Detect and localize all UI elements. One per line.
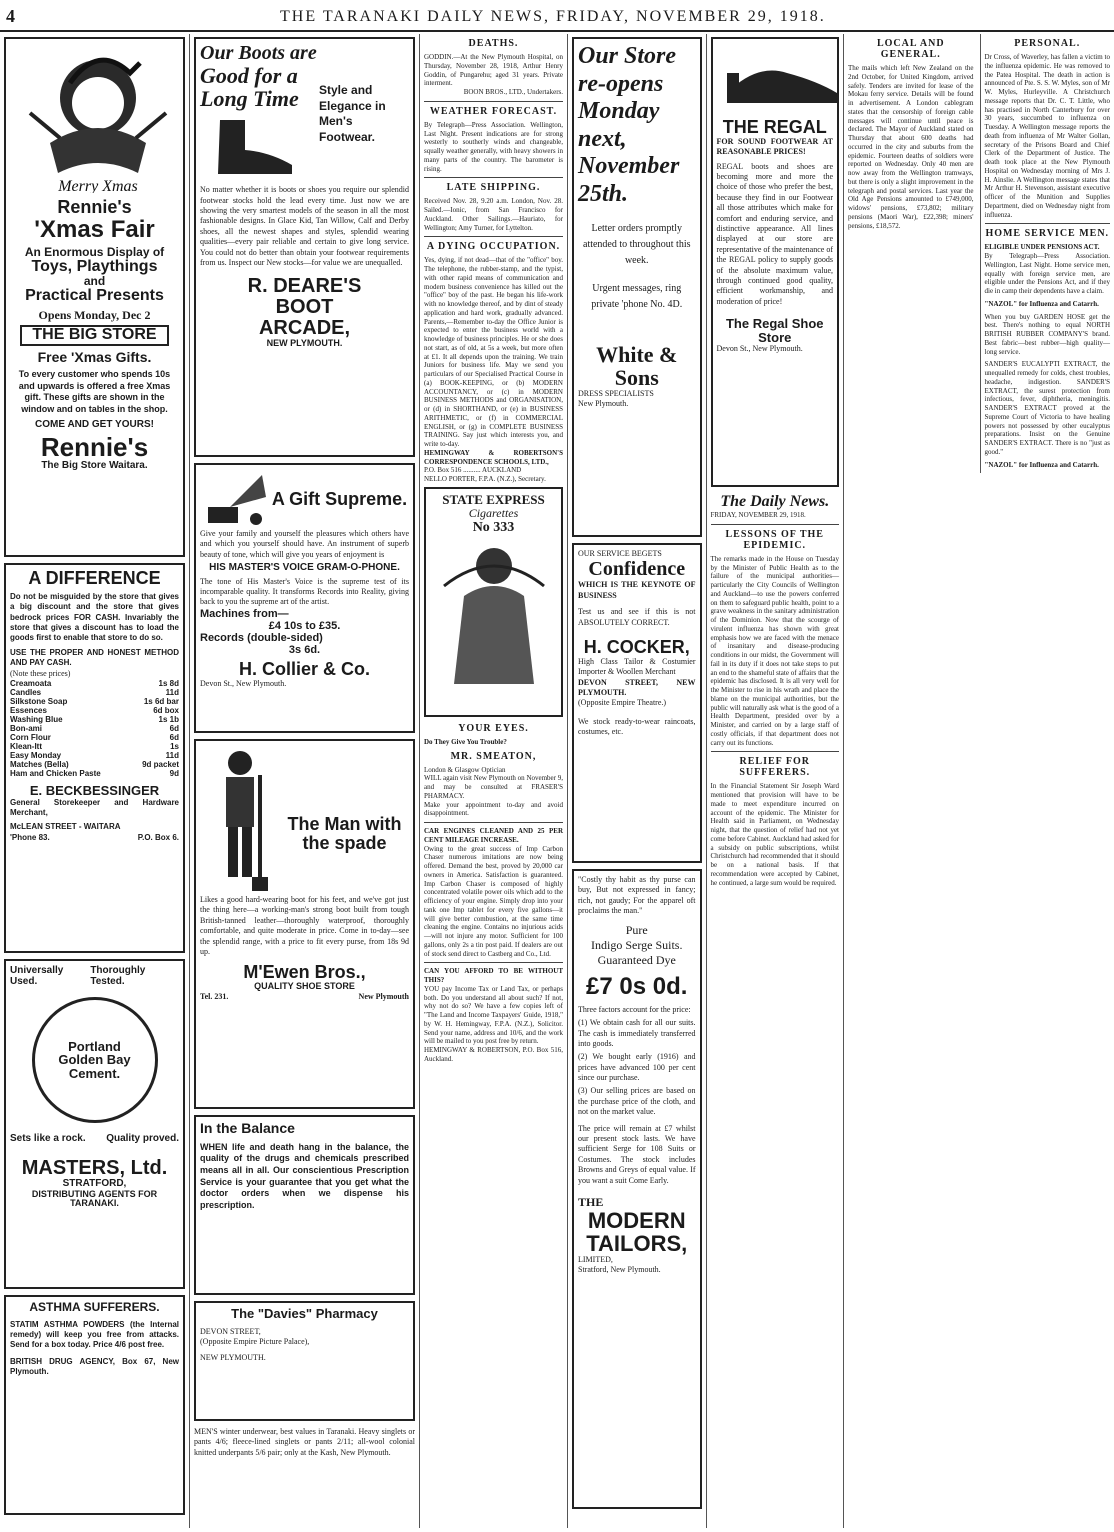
rennies-title2: 'Xmas Fair (34, 215, 155, 243)
davies-sub2: (Opposite Empire Picture Palace), (200, 1337, 310, 1347)
gift-records: Records (double-sided) (200, 631, 323, 644)
column-3 (420, 34, 568, 1528)
price-value: 1s 6d bar (143, 697, 179, 707)
price-row (10, 769, 179, 778)
eyes-sub: Do They Give You Trouble? (424, 737, 507, 746)
store-title1: Our Store (578, 43, 677, 69)
price-item: Klean-Itt (10, 742, 42, 752)
deare-name2: BOOT (275, 296, 334, 319)
occupation-box: P.O. Box 516 .......... AUCKLAND (424, 466, 522, 475)
white-sons-name: White & Sons (596, 341, 678, 390)
deare-boot-ad (194, 37, 415, 457)
deaths-undertaker: BOON BROS., LTD., Undertakers. (463, 88, 563, 96)
eyes-name: MR. SMEATON, (450, 750, 537, 762)
modern-quote: "Costly thy habit as thy purse can buy, But not expressed in fancy; rich, not gaudy; For the apparel oft proclaims the man." (578, 875, 696, 916)
price-item: Bon-ami (10, 724, 42, 734)
tax-body: YOU pay Income Tax or Land Tax, or perhaps both. Do you understand all about such? If not, why not do so? We have a few copies left of "The Land and Income Taxpayers' Guide, 1918," by W. H. Hemingway, F.P.A. (N.Z.), Solicitor. Send your name, address and 10/6, and the work will be mailed to you post free by return. (424, 984, 563, 1046)
tax-title: CAN YOU AFFORD TO BE WITHOUT THIS? (424, 967, 563, 984)
mewen-name: M'Ewen Bros., (243, 962, 366, 983)
mewen-contacts (200, 992, 409, 1001)
local-title: LOCAL AND GENERAL. (876, 38, 945, 60)
gift-header (200, 469, 409, 529)
price-item: Silkstone Soap (10, 697, 68, 707)
weather-body: By Telegraph—Press Association. Wellington, Last Night. Present indications are for strong westerly to southerly winds and changeable, squally weather generally, with heavy showers in many parts of the country. The barometer is rising. (424, 120, 563, 173)
store-title4: next, (578, 125, 627, 152)
cement-left: Universally Used. (10, 965, 64, 987)
gift-title: A Gift Supreme. (271, 488, 408, 509)
collier-ad (194, 463, 415, 733)
cement-top (10, 965, 179, 987)
gift-body: Give your family and yourself the pleasures which others have and which you yourself should have. An instrument of superb beauty of tone, which will give you years of enjoyment is (200, 529, 409, 559)
shipping-body: Received Nov. 28, 9.20 a.m. London, Nov. 28. Sailed.—Ionic, from San Francisco for Auckland. Other Sailings.—Hauriato, for Wellington; Amy Turner, for Lyttelton. (424, 197, 563, 232)
eyes-firm: London & Glasgow Optician (424, 765, 506, 774)
regal-sub: FOR SOUND FOOTWEAR AT REASONABLE PRICES! (716, 136, 833, 157)
regal-title: THE REGAL (722, 117, 827, 137)
davies-town: NEW PLYMOUTH. (200, 1353, 266, 1363)
modern-f3: (3) Our selling prices are based on the purchase price of the cloth, and not on the market value. (578, 1086, 696, 1117)
asthma-ad (4, 1295, 185, 1515)
cocker-opp: (Opposite Empire Theatre.) (578, 698, 667, 708)
regal-address: Devon St., New Plymouth. (716, 344, 803, 354)
modern-the: THE (578, 1195, 604, 1209)
workman-illustration (200, 745, 280, 895)
spade-title1: The Man with (287, 814, 402, 834)
cocker-name: H. COCKER, (583, 636, 690, 657)
column-5-split (848, 34, 1110, 473)
modern-guar: Guaranteed Dye (597, 952, 676, 967)
cocker-intro: OUR SERVICE BEGETS (578, 549, 662, 558)
cocker-stock: We stock ready-to-wear raincoats, costumes, etc. (578, 716, 696, 737)
difference-body: Do not be misguided by the store that gives a big discount and the store that gives bedrock prices FOR CASH. Invariably the store that gives a discount has to load the goods first to enable that store to do so. (10, 591, 179, 643)
collier-name: H. Collier & Co. (238, 658, 370, 679)
masthead-title: THE TARANAKI DAILY NEWS, FRIDAY, NOVEMBER 29, 1918. (280, 8, 826, 25)
modern-tailors-ad (572, 869, 702, 1509)
state-express-number: No 333 (472, 520, 515, 536)
price-value: 1s (170, 742, 179, 752)
santa-caption: Merry Xmas (58, 178, 138, 193)
price-row (10, 760, 179, 769)
rennies-free-gifts: Free 'Xmas Gifts. (37, 349, 152, 366)
cocker-title: Confidence (588, 558, 686, 581)
column-4a (568, 34, 706, 1528)
price-value: 9d packet (142, 760, 179, 770)
state-express-sub: Cigarettes (468, 506, 519, 521)
difference-title: A DIFFERENCE (28, 568, 161, 588)
occupation-school: HEMINGWAY & ROBERTSON'S CORRESPONDENCE SCHOOLS, LTD., (424, 448, 563, 466)
state-express-brand: STATE EXPRESS (442, 491, 545, 507)
white-sons-ad (572, 37, 702, 537)
regal-name: The Regal Shoe Store (725, 316, 824, 345)
price-value: 1s 1b (158, 715, 179, 725)
personal-section (980, 34, 1111, 473)
gift-records-price: 3s 6d. (288, 643, 321, 656)
price-item: Ham and Chicken Paste (10, 769, 101, 779)
price-item: Candles (10, 688, 42, 698)
asthma-footer: BRITISH DRUG AGENCY, Box 67, New Plymouth. (10, 1356, 179, 1377)
price-value: 6d (169, 724, 179, 734)
modern-name1: MODERN (587, 1207, 686, 1233)
home-body: By Telegraph—Press Association. Wellington, Last Night. Home service men, equally with foreign service men, are eligible under the Pensions Act, and if they die in camp their dependents have a claim. (984, 252, 1110, 295)
merchant-name: E. BECKBESSINGER (29, 783, 160, 799)
car-body: Owing to the great success of Imp Carbon Chaser numerous imitations are now being offered. Demand the best, proved by 20,000 car owners in America. Satisfaction is guaranteed. Imp Carbon Chaser is composed of highly concentrated volatile power oils which add to the efficiency of your engine. Simply drop into your tank one Imp tablet for every five gallons—it will give better combustion, at the same time cleaning the engine. Contains no injurious acids—will not injure any motor. Sufficient for 100 gallons, only 2s a tin post paid. If dealers are out of stock send direct to Castberg and Co., Ltd. (424, 844, 563, 958)
store-urgent: Urgent messages, ring private 'phone No. 4D. (591, 282, 683, 310)
cement-right: Thoroughly Tested. (90, 965, 146, 987)
white-sons-sub: DRESS SPECIALISTS (578, 388, 654, 398)
price-row (10, 715, 179, 724)
cocker-test: Test us and see if this is not ABSOLUTELY CORRECT. (578, 607, 696, 627)
price-row (10, 751, 179, 760)
spade-title2: the spade (302, 832, 387, 853)
cement-name2: Golden Bay (58, 1052, 131, 1068)
gift-machines-price: £4 10s to £35. (268, 619, 341, 632)
home-sub: ELIGIBLE UNDER PENSIONS ACT. (984, 243, 1100, 252)
price-value: 11d (165, 751, 179, 761)
mewen-town: New Plymouth (358, 991, 409, 1001)
price-row (10, 697, 179, 706)
price-value: 1s 8d (158, 679, 179, 689)
boots-title1: Our Boots are (200, 42, 317, 64)
price-list (10, 679, 179, 778)
balance-title: In the Balance (200, 1120, 295, 1136)
boot-icon (200, 110, 300, 180)
column-4b (706, 34, 844, 1528)
tax-footer: HEMINGWAY & ROBERTSON, P.O. Box 516, Auckland. (424, 1046, 563, 1063)
gramophone-icon (200, 469, 270, 529)
store-title3: Monday (578, 98, 660, 125)
column-4-split (568, 34, 843, 1528)
modern-f2: (2) We bought early (1916) and prices have advanced 100 per cent since our purchase. (578, 1052, 696, 1083)
sanders-ad: SANDER'S EUCALYPTI EXTRACT, the unequalled remedy for colds, chest troubles, headache, indigestion. SANDER'S EXTRACT, the surest protection from infectious, fever, diphtheria, meningitis. SANDER'S EXTRACT proved at the Supreme Court of Victoria to have healing powers not possessed by other eucalyptus preparations. Insist on the Genuine SANDER'S EXTRACT. There is no "just as good." (984, 360, 1110, 456)
eyes-body: WILL again visit New Plymouth on November 9, and may be consulted at FRASER'S PHARMACY. (424, 774, 563, 800)
modern-price: £7 0s 0d. (586, 972, 688, 1000)
boots-title2: Good for a (200, 63, 298, 88)
price-value: 6d (169, 733, 179, 743)
boots-style: Style and Elegance in Men's Footwear. (319, 83, 386, 144)
price-item: Corn Flour (10, 733, 51, 743)
davies-sub: DEVON STREET, (200, 1326, 261, 1336)
boots-title3: Long Time (200, 86, 299, 112)
masthead (0, 0, 1114, 32)
rennies-sub1: An Enormous Display of (24, 245, 165, 260)
masters-agents: DISTRIBUTING AGENTS FOR TARANAKI. (31, 1188, 158, 1208)
occupation-title: A DYING OCCUPATION. (426, 241, 561, 253)
cocker-ad (572, 543, 702, 863)
mewen-sub: QUALITY SHOE STORE (254, 981, 355, 992)
nazol-note-2: "NAZOL" for Influenza and Catarrh. (984, 460, 1099, 469)
cocker-keynote: WHICH IS THE KEYNOTE OF BUSINESS (578, 580, 696, 600)
deare-name3: ARCADE, (258, 317, 351, 340)
price-row (10, 724, 179, 733)
spade-body: Likes a good hard-wearing boot for his feet, and we've got just the thing here—a working-man's strong boot built from tough British-tanned leather—thoroughly waterproof, thoroughly comfortable, and quite moderate in price. Come in to-day—see the splendid range, with a price to fit every purse, from 18s 9d up. (200, 895, 409, 956)
price-item: Creamoata (10, 679, 52, 689)
column-1 (0, 34, 190, 1528)
price-value: 9d (169, 769, 179, 779)
eyes-note: Make your appointment to-day and avoid disappointment. (424, 800, 563, 818)
price-row (10, 688, 179, 697)
price-row (10, 733, 179, 742)
cement-quality: Quality proved. (106, 1133, 179, 1144)
relief-title: RELIEF FOR SUFFERERS. (739, 756, 811, 779)
leader-body: The remarks made in the House on Tuesday by the Minister of Public Health as to the failure of the municipal authorities—particularly the City Councils of Wellington and Auckland—to use the powers conferred on them to safeguard public health, point to a grave weakness in the sanitary administration of the Dominion. Now that the scourge of virulent influenza has shown with great emphasis how we are faced with the menace of insanitary and disease-producing conditions in our midst, the Government will fail in its duty if it does not take steps to put an end to the shameful state of affairs that the epidemic has disclosed. It is all very well for the Minister to rise in his wrath and place the blame on the municipal authorities, but the public will naturally ask what is the good of a Health Department, presided over by a Minister, and carried on by a large staff of costly officials, if that department does not carry out its functions. (710, 554, 839, 747)
eyes-title: YOUR EYES. (458, 722, 529, 734)
modern-f1: (1) We obtain cash for all our suits. The cash is immediately transferred into goods. (578, 1018, 696, 1048)
state-express-ad (424, 487, 563, 717)
price-item: Easy Monday (10, 751, 62, 761)
lady-illustration (434, 536, 554, 686)
column-5 (844, 34, 1114, 1528)
shipping-title: LATE SHIPPING. (446, 182, 541, 194)
deare-town: NEW PLYMOUTH. (266, 338, 343, 349)
asthma-body: STATIM ASTHMA POWDERS (the Internal remedy) will keep you free from attacks. Send for a box today. Price 4/6 post free. (10, 1319, 179, 1350)
big-store-logo: THE BIG STORE (20, 325, 169, 346)
relief-body: In the Financial Statement Sir Joseph Ward mentioned that provision will have to be made to meet expenditure incurred on account of the epidemic. The Minister for Health said in Parliament, on Wednesday night, that the question of relief had not yet come before Cabinet. Auckland had asked for a subsidy on public subscriptions, whilst Christchurch had recommended that it should be on a national basis. If that recommendation were accepted by Cabinet, he continued, a large sum would be required. (710, 782, 839, 887)
asthma-title: ASTHMA SUFFERERS. (29, 1300, 160, 1314)
garden-hose-ad: When you buy GARDEN HOSE get the best. There's nothing to equal NORTH BRITISH RUBBER COMPANY'S brand. Best fabric—best rubber—high quality—long service. (984, 312, 1110, 356)
rennies-name: Rennie's (40, 432, 149, 463)
local-general (848, 34, 974, 473)
balance-ad (194, 1115, 415, 1295)
shoe-icon (717, 43, 840, 113)
modern-ltd: LIMITED, (578, 1254, 613, 1264)
mewen-tel: Tel. 231. (200, 991, 229, 1001)
price-item: Washing Blue (10, 715, 63, 725)
local-body: The mails which left New Zealand on the 2nd October, for United Kingdom, arrived safely. Tenders are invited for lease of the Mokau ferry service. Details will be found in advertisement. A London cablegram states that the censorship of foreign cable messages will continue until peace is declared. The Mayor of Auckland stated on Thursday that about 600 deaths had occurred in the city and suburbs from the epidemic. Fourteen deaths of soldiers were reported on Wednesday. Only 40 men are now away from the Wellington tramways, but there is only a slight improvement in the telegraph and postal services. Last year the Old Age Pensions amounted to £749,000, widows' pensions, £73,802; military pensions (Maori War), £22,398; miners' pensions, £18,572. (848, 64, 974, 230)
merchant-contacts (10, 833, 179, 842)
modern-serge: Indigo Serge Suits. (591, 937, 683, 952)
mewen-ad (194, 739, 415, 1109)
davies-ad (194, 1301, 415, 1421)
regal-ad (711, 37, 840, 487)
store-letter: Letter orders promptly attended to throughout this week. (583, 222, 691, 266)
masters-town: STRATFORD, (62, 1178, 127, 1189)
weather-title: WEATHER FORECAST. (429, 105, 558, 117)
deare-name: R. DEARE'S (247, 275, 362, 298)
cement-ad (4, 959, 185, 1289)
price-row (10, 706, 179, 715)
price-row (10, 742, 179, 751)
regal-body: REGAL boots and shoes are becoming more and more the choice of those who prefer the best, because they find in our Footwear all those attributes which make for comfort and enduring service, and distinctive appearance. All lines displayed at our store are representative of the maintenance of the REGAL policy to supply goods of the absolute maximum value, through continued good quality, efficient workmanship, and moderation of price! (716, 161, 833, 306)
collier-address: Devon St., New Plymouth. (200, 678, 287, 688)
price-item: Essences (10, 706, 47, 716)
gift-machines: Machines from— (200, 607, 289, 620)
cement-emblem (32, 997, 158, 1123)
difference-use: USE THE PROPER AND HONEST METHOD AND PAY CASH. (10, 647, 179, 668)
rennies-sub3: and (83, 274, 106, 289)
white-sons-town: New Plymouth. (578, 399, 629, 409)
boots-body: No matter whether it is boots or shoes you require our splendid footwear stocks hold the lead every time. Just now we are showing the very smartest models of the season in all the most fashionable designs. In Glace Kid, Tan Willow, Calf and Derby shoes, all the newest shapes and styles, splendid wearing qualities—every pair reliable and certain to give long service. You could not do better than obtain your footwear requirements from us. Inspect our New stocks—for value we are unequalled. (200, 185, 409, 267)
page-number: 4 (6, 6, 17, 26)
difference-note: (Note these prices) (10, 668, 71, 678)
cocker-sub: High Class Tailor & Costumier Importer & Woollen Merchant (578, 656, 696, 677)
rennies-title1: Rennie's (57, 197, 132, 217)
cement-bottom (10, 1133, 179, 1144)
rennies-footer: The Big Store Waitara. (41, 460, 148, 472)
rennies-come: COME AND GET YOURS! (35, 418, 154, 430)
price-value: 6d box (153, 706, 179, 716)
daily-news-date: FRIDAY, NOVEMBER 29, 1918. (710, 511, 806, 519)
rennies-sub4: Practical Presents (25, 287, 164, 305)
rennies-sub2: Toys, Playthings (31, 257, 158, 275)
column-2 (190, 34, 420, 1528)
price-item: Matches (Bella) (10, 760, 69, 770)
modern-pure: Pure (625, 922, 648, 937)
store-title5: November (578, 153, 680, 180)
davies-title: The "Davies" Pharmacy (231, 1306, 378, 1321)
gift-hmv: HIS MASTER'S VOICE GRAM-O-PHONE. (209, 562, 400, 574)
car-title: CAR ENGINES CLEANED AND 25 PER CENT MILEAGE INCREASE. (424, 827, 563, 844)
cement-name3: Cement. (68, 1065, 121, 1081)
home-title: HOME SERVICE MEN. (985, 228, 1110, 240)
masters-name: MASTERS, Ltd. (21, 1157, 168, 1179)
personal-title: PERSONAL. (1014, 38, 1081, 49)
modern-town: Stratford, New Plymouth. (578, 1265, 661, 1275)
nazol-note-1: "NAZOL" for Influenza and Catarrh. (984, 299, 1099, 308)
cement-name1: Portland (68, 1038, 121, 1054)
rennies-opens: Opens Monday, Dec 2 (38, 307, 151, 322)
price-row (10, 679, 179, 688)
spade-header (200, 745, 409, 895)
rennies-body: To every customer who spends 10s and upwards is offered a free Xmas gift. These gifts are shown in the window and on tables in the shop. (18, 368, 171, 414)
modern-three: Three factors account for the price: (578, 1004, 691, 1014)
deaths-title: DEATHS. (468, 38, 519, 49)
daily-news-masthead: The Daily News. (720, 493, 830, 510)
cocker-street: DEVON STREET, NEW PLYMOUTH. (578, 677, 696, 698)
underwear-notice: MEN'S winter underwear, best values in Taranaki. Heavy singlets or pants 4/6; fleece-lined singlets or pants 2/11; all-wool colonial knitted underpants 5/6 pair; only at the Kash, New Plymouth. (194, 1427, 415, 1457)
price-value: 11d (165, 688, 179, 698)
merchant-phone: 'Phone 83. (10, 832, 50, 842)
leader-title: LESSONS OF THE EPIDEMIC. (725, 528, 824, 551)
santa-illustration (10, 43, 185, 193)
merchant-street: McLEAN STREET - WAITARA (10, 822, 121, 832)
store-headline (578, 43, 696, 209)
cement-sets: Sets like a rock. (10, 1133, 86, 1144)
boots-header (200, 43, 409, 185)
store-title2: re-opens (578, 70, 664, 97)
rennies-ad (4, 37, 185, 557)
modern-name2: TAILORS, (586, 1230, 688, 1256)
balance-body: WHEN life and death hang in the balance, the quality of the drugs and chemicals prescribed means all in all. Our conscientious Prescription Service is your guarantee that you get what the doctor orders when we dispense his prescription. (200, 1141, 409, 1211)
merchant-pobox: P.O. Box 6. (137, 832, 179, 842)
deaths-body: GODDIN.—At the New Plymouth Hospital, on Thursday, November 28, 1918, Arthur Henry Goddin, of Pungarehu; aged 31 years. Private interment. (424, 53, 563, 88)
merchant-sub: General Storekeeper and Hardware Merchant, (10, 797, 179, 818)
occupation-sec: NELLO PORTER, F.P.A. (N.Z.), Secretary. (424, 475, 546, 483)
modern-body: The price will remain at £7 whilst our present stock lasts. We have sufficient Serge for 108 Suits or Costumes. The stock includes Browns and Greys of equal value. If you want a suit Come Early. (578, 1123, 696, 1185)
column-4 (568, 34, 844, 1528)
store-title6: 25th. (578, 180, 629, 207)
difference-ad (4, 563, 185, 953)
gift-body2: The tone of His Master's Voice is the supreme test of its incomparable quality. It transforms Records into Reality, giving back to you the supreme art of the artist. (200, 576, 409, 607)
personal-body: Dr Cross, of Waverley, has fallen a victim to the influenza epidemic. He was removed to the Patea Hospital. The death in action is announced of Pte. S. S. W. Myles, son of Mr W. Myles, Hurleyville. A Christchurch message reports that Dr. C. T. Little, who has practised in North Canterbury for over 30 years, succumbed to influenza on Tuesday. A Wellington message reports the death from influenza of Mr Walter Gollan, secretary of the Prisons Board and Chief Clerk of the Department of Justice. The death took place at the New Plymouth Hospital on Wednesday morning of Mrs J. H. Ainslie. A Wellington message states that Mr Arthur H. Stevenson, assistant executive officer of the Munition and Supplies Department, died on Wednesday night from influenza. (984, 53, 1110, 219)
occupation-body: Yes, dying, if not dead—that of the "office" boy. The telephone, the rubber-stamp, and the typist, with other rapid means of communication and modern business convenience has killed out the "office" boy of the past. He began his life-work with no knowledge thereof, and by dint of steady application and hard work, gradually advanced. Parents,—Remember to-day the Office Junior is expected to enter the business world with a knowledge of business principles. He or she does not start, as of old, at 5s a week, but more often at £1. It all depends upon the training. We train Juniors for business life. May we send you particulars of our Specialised Practical Course in (a) BOOK-KEEPING, or (b) MODERN ACCOUNTANCY, or (c) in MODERN BUSINESS METHODS and ORGANISATION, or (d) in SHORTHAND, or (e) in BUSINESS ARITHMETIC, or (f) in COMMERCIAL ENGLISH, or (g) in COMPLETE BUSINESS TRAINING. Say just which interests you, and write to-day. (424, 256, 563, 448)
